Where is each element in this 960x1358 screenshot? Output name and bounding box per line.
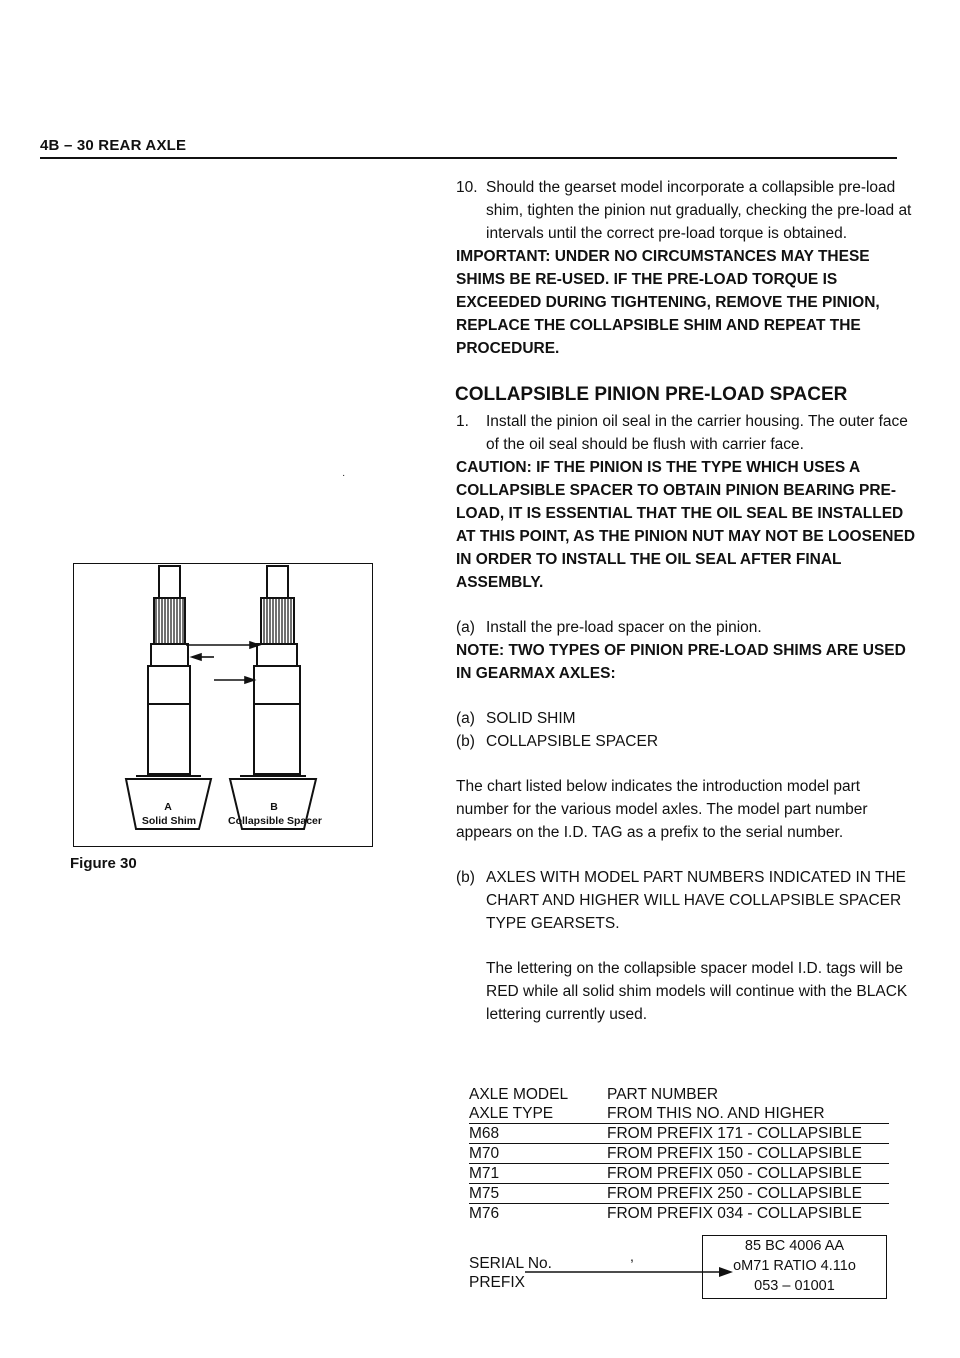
important-notice: IMPORTANT: UNDER NO CIRCUMSTANCES MAY THESE SHIMS BE RE-USED. IF THE PRE-LOAD TORQUE IS EXCEEDED DURING TIGHTENING, REMOVE THE PINION, REPLACE THE COLLAPSIBLE SHIM AND REPEAT THE PROCEDURE. — [456, 248, 880, 357]
lettering-paragraph: The lettering on the collapsible spacer model I.D. tags will be RED while all solid shim models will continue with the BLACK lettering currently used. — [486, 960, 908, 1023]
id-tag — [702, 1235, 887, 1299]
serial-comma: , — [630, 1248, 634, 1264]
substep-text: AXLES WITH MODEL PART NUMBERS INDICATED IN THE CHART AND HIGHER WILL HAVE COLLAPSIBLE SPACER TYPE GEARSETS. — [486, 869, 906, 932]
table-row — [469, 1144, 889, 1164]
table-cell: M76 — [469, 1205, 500, 1222]
prefix-label: PREFIX — [469, 1274, 525, 1291]
table-header-row — [469, 1104, 889, 1124]
section-title: COLLAPSIBLE PINION PRE-LOAD SPACER — [455, 384, 848, 405]
table-cell: FROM PREFIX 050 - COLLAPSIBLE — [607, 1165, 862, 1182]
figure-name-b: Collapsible Spacer — [228, 815, 322, 827]
id-tag-line: 85 BC 4006 AA — [744, 1238, 845, 1254]
table-cell: M75 — [469, 1185, 500, 1202]
table-row — [469, 1184, 889, 1204]
table-row — [469, 1124, 889, 1144]
substep-label: (b) — [456, 869, 475, 886]
table-cell: M70 — [469, 1145, 500, 1162]
step-1 — [456, 410, 916, 456]
table-cell: FROM PREFIX 034 - COLLAPSIBLE — [607, 1205, 862, 1222]
substep-label: (a) — [456, 619, 475, 636]
figure-label-a: A — [164, 801, 172, 813]
table-row — [469, 1164, 889, 1184]
table-cell: FROM PREFIX 250 - COLLAPSIBLE — [607, 1185, 862, 1202]
figure-name-a: Solid Shim — [141, 815, 197, 827]
step-10 — [456, 176, 916, 245]
list-text: COLLAPSIBLE SPACER — [486, 733, 659, 750]
id-tag-line: 053 – 01001 — [754, 1278, 835, 1294]
list-text: SOLID SHIM — [486, 710, 576, 727]
table-header-row — [469, 1085, 889, 1104]
step-text: Should the gearset model incorporate a collapsible pre-load shim, tighten the pinion nut gradually, checking the pre-load at intervals until the correct pre-load torque is obtained. — [486, 179, 912, 242]
step-number: 1. — [456, 413, 469, 430]
pinion-drawing — [74, 564, 372, 846]
table-header: AXLE TYPE — [469, 1105, 554, 1122]
step-text: Install the pinion oil seal in the carrier housing. The outer face of the oil seal should be flush with carrier face. — [486, 413, 908, 453]
list-label: (a) — [456, 710, 475, 727]
id-tag-line: oM71 RATIO 4.11o — [733, 1258, 856, 1274]
table-header: AXLE MODEL — [469, 1086, 569, 1103]
serial-label: SERIAL No. — [469, 1255, 552, 1272]
table-cell: FROM PREFIX 150 - COLLAPSIBLE — [607, 1145, 862, 1162]
table-row — [469, 1204, 889, 1223]
note-notice: NOTE: TWO TYPES OF PINION PRE-LOAD SHIMS ARE USED IN GEARMAX AXLES: — [456, 642, 906, 682]
figure-30-illustration — [73, 563, 373, 847]
substep-text: Install the pre-load spacer on the pinion. — [486, 619, 762, 636]
table-cell: M71 — [469, 1165, 500, 1182]
table-header: PART NUMBER — [607, 1086, 719, 1103]
list-label: (b) — [456, 733, 475, 750]
main-column — [456, 176, 916, 1026]
step-number: 10. — [456, 179, 478, 196]
axle-model-table — [469, 1085, 889, 1223]
list-item-solid-shim — [456, 707, 916, 730]
substep-a — [456, 616, 916, 639]
chart-intro-paragraph: The chart listed below indicates the introduction model part number for the various model axles. The model part number appears on the I.D. TAG as a prefix to the serial number. — [456, 778, 868, 841]
stray-mark: · — [342, 470, 346, 481]
substep-b — [456, 866, 916, 935]
page-header: 4B – 30 REAR AXLE — [40, 137, 897, 159]
figure-label-b: B — [270, 801, 278, 813]
table-header: FROM THIS NO. AND HIGHER — [607, 1105, 825, 1122]
list-item-collapsible-spacer — [456, 730, 916, 753]
table-cell: M68 — [469, 1125, 500, 1142]
table-cell: FROM PREFIX 171 - COLLAPSIBLE — [607, 1125, 862, 1142]
caution-notice: CAUTION: IF THE PINION IS THE TYPE WHICH USES A COLLAPSIBLE SPACER TO OBTAIN PINION BEARING PRE-LOAD, IT IS ESSENTIAL THAT THE OIL SEAL BE INSTALLED AT THIS POINT, AS THE PINION NUT MAY NOT BE LOOSENED IN ORDER TO INSTALL THE OIL SEAL AFTER FINAL ASSEMBLY. — [456, 459, 916, 591]
figure-caption: Figure 30 — [70, 855, 137, 872]
